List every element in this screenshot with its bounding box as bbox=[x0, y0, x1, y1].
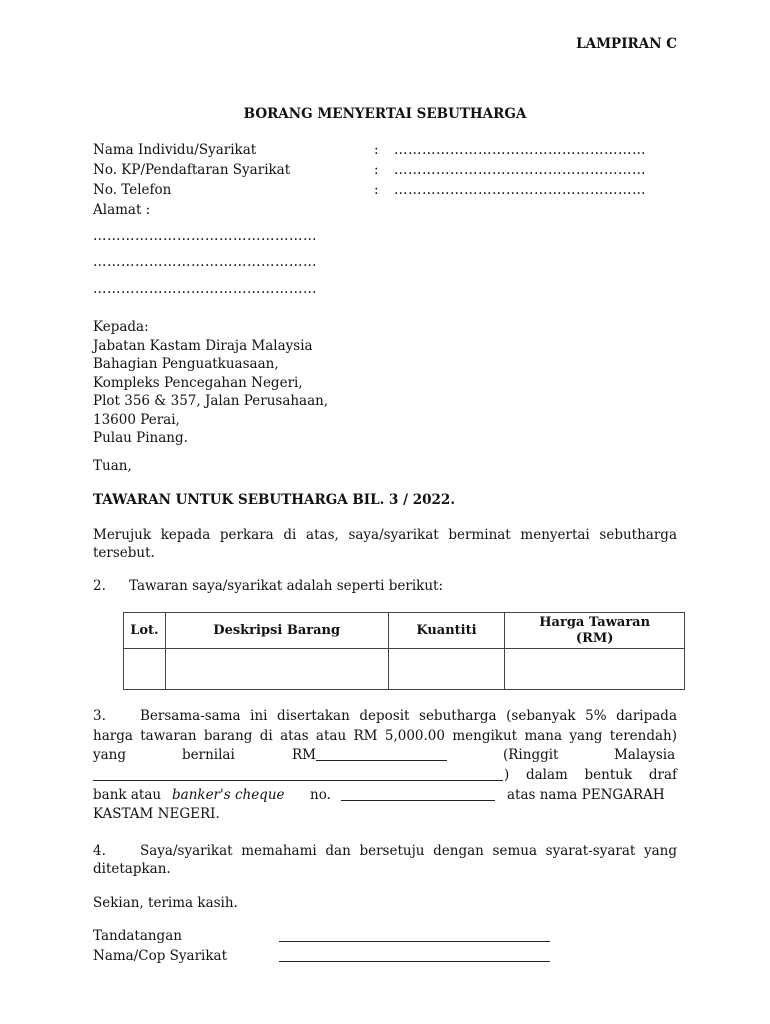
para-3-line-1: Bersama-sama ini disertakan deposit sebutharga (sebanyak 5% daripada bbox=[140, 708, 677, 724]
appendix-label: LAMPIRAN C bbox=[576, 36, 677, 52]
recipient-line: Jabatan Kastam Diraja Malaysia bbox=[93, 337, 313, 354]
recipient-line: 13600 Perai, bbox=[93, 411, 180, 428]
signature-label: Tandatangan bbox=[93, 928, 182, 944]
para-2-number: 2. bbox=[93, 578, 106, 594]
field-registration-separator: : bbox=[374, 162, 379, 178]
para-3-line-2: harga tawaran barang di atas atau RM 5,000.00 mengikut mana yang terendah) bbox=[93, 728, 677, 744]
para-3-rm: RM bbox=[292, 747, 316, 763]
para-3-payee: atas nama PENGARAH bbox=[507, 787, 665, 803]
recipient-to: Kepada: bbox=[93, 319, 149, 335]
subject-line: TAWARAN UNTUK SEBUTHARGA BIL. 3 / 2022. bbox=[93, 492, 456, 508]
recipient-line: Kompleks Pencegahan Negeri, bbox=[93, 374, 303, 391]
cheque-number-field[interactable] bbox=[341, 787, 495, 801]
field-name-separator: : bbox=[374, 142, 379, 158]
para-3-yang: yang bbox=[93, 747, 127, 763]
field-phone-separator: : bbox=[374, 182, 379, 198]
header-offer-price: Harga Tawaran (RM) bbox=[505, 613, 685, 649]
para-3-last-line: KASTAM NEGERI. bbox=[93, 806, 220, 822]
paragraph-1-text: Merujuk kepada perkara di atas, saya/syarikat berminat menyertai sebutharga tersebut. bbox=[93, 527, 677, 561]
cell-lot[interactable] bbox=[124, 649, 166, 690]
company-stamp-field[interactable] bbox=[279, 961, 550, 962]
deposit-amount-field[interactable] bbox=[316, 747, 447, 761]
para-4-line-2: ditetapkan. bbox=[93, 861, 171, 877]
header-quantity: Kuantiti bbox=[388, 613, 505, 649]
closing: Sekian, terima kasih. bbox=[93, 895, 238, 911]
field-registration-value[interactable]: ……………………………………………… bbox=[394, 162, 646, 178]
amount-in-words-field[interactable] bbox=[93, 767, 503, 781]
address-line-1[interactable]: ………………………………………… bbox=[93, 228, 317, 244]
signature-field[interactable] bbox=[279, 941, 550, 942]
recipient-block bbox=[93, 318, 328, 448]
para-3-ringgit: (Ringgit bbox=[503, 747, 559, 763]
field-name-value[interactable]: ……………………………………………… bbox=[394, 142, 646, 158]
para-3-cheque: banker's cheque bbox=[172, 787, 285, 803]
header-description: Deskripsi Barang bbox=[165, 613, 388, 649]
table-row bbox=[124, 649, 685, 690]
recipient-line: Plot 356 & 357, Jalan Perusahaan, bbox=[93, 393, 329, 409]
table-header-row bbox=[124, 613, 685, 649]
para-4-line-1: Saya/syarikat memahami dan bersetuju dengan semua syarat-syarat yang bbox=[140, 843, 677, 859]
form-title: BORANG MENYERTAI SEBUTHARGA bbox=[243, 106, 527, 122]
company-stamp-label: Nama/Cop Syarikat bbox=[93, 948, 227, 964]
address-line-3[interactable]: ………………………………………… bbox=[93, 281, 317, 297]
salutation: Tuan, bbox=[93, 458, 132, 474]
recipient-line: Bahagian Penguatkuasaan, bbox=[93, 356, 279, 372]
cell-offer-price[interactable] bbox=[505, 649, 685, 690]
para-3-no: no. bbox=[310, 787, 331, 803]
cell-description[interactable] bbox=[165, 649, 388, 690]
address-label: Alamat : bbox=[93, 202, 151, 218]
header-lot: Lot. bbox=[124, 613, 166, 649]
field-phone-value[interactable]: ……………………………………………… bbox=[394, 182, 646, 198]
para-2-text: Tawaran saya/syarikat adalah seperti berikut: bbox=[129, 578, 443, 594]
paragraph-1 bbox=[93, 526, 677, 562]
field-name-label: Nama Individu/Syarikat bbox=[93, 142, 257, 158]
recipient-line: Pulau Pinang. bbox=[93, 430, 188, 446]
cell-quantity[interactable] bbox=[388, 649, 505, 690]
para-3-bernilai: bernilai bbox=[182, 747, 235, 763]
para-3-bank: bank atau bbox=[93, 787, 162, 803]
para-3-number: 3. bbox=[93, 708, 106, 724]
field-phone-label: No. Telefon bbox=[93, 182, 172, 198]
para-4-number: 4. bbox=[93, 843, 106, 859]
offer-table bbox=[123, 612, 685, 690]
para-3-malaysia: Malaysia bbox=[614, 747, 676, 763]
field-registration-label: No. KP/Pendaftaran Syarikat bbox=[93, 162, 291, 178]
para-3-in-form: ) dalam bentuk draf bbox=[504, 767, 677, 783]
address-line-2[interactable]: ………………………………………… bbox=[93, 254, 317, 270]
